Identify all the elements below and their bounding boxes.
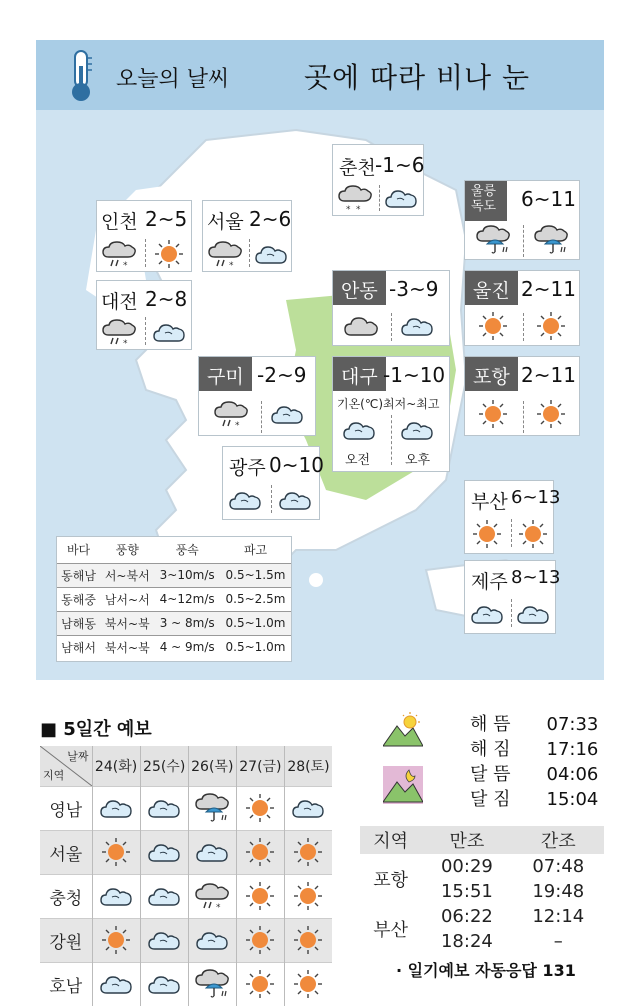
city-name: 부산: [471, 491, 508, 513]
cloud-icon: [290, 793, 326, 823]
wind-direction: 남서~서: [104, 592, 150, 607]
wind-speed: 3 ~ 8m/s: [159, 616, 215, 630]
sea-header: 파고: [243, 543, 268, 558]
sun-icon: [469, 519, 505, 549]
wave-height: 0.5~1.0m: [225, 640, 286, 655]
city-temp: 2~11: [521, 277, 576, 301]
sun-icon: [242, 925, 278, 955]
forecast-cell: [284, 830, 332, 874]
low-tide: 07:48: [532, 856, 585, 877]
sun-icon: [290, 837, 326, 867]
forecast-cell: [236, 786, 284, 830]
cloud-icon: [269, 399, 305, 429]
city-temp: 8~13: [511, 567, 561, 588]
city-temp: 2~6: [249, 207, 292, 231]
pm-label: 오후: [405, 453, 431, 468]
sun-icon: [242, 793, 278, 823]
city-card-seoul: [202, 200, 292, 272]
table-row: [360, 904, 604, 929]
forecast-title-text: 5일간 예보: [63, 719, 152, 740]
forecast-cell: [284, 874, 332, 918]
city-name: 울릉: [471, 184, 497, 199]
city-name: 안동: [341, 280, 378, 302]
moonset-time: 15:04: [546, 789, 599, 810]
wind-direction: 북서~북: [104, 640, 150, 655]
cloud-icon: [277, 485, 313, 515]
forecast-cell: [188, 786, 236, 830]
wind-speed: 4 ~ 9m/s: [159, 640, 215, 655]
table-row: [40, 874, 332, 918]
city-name-highlight: [199, 357, 252, 391]
forecast-cell: [188, 962, 236, 1006]
cloud-icon: [151, 317, 187, 347]
city-temp: -1~6: [375, 153, 425, 177]
forecast-region: 강원: [40, 918, 92, 962]
rain-umbrella-icon: [475, 225, 511, 255]
cloud-icon: [98, 793, 134, 823]
day-header: 28(토): [287, 758, 330, 775]
city-name: 인천: [101, 211, 138, 233]
sun-icon: [98, 925, 134, 955]
sun-icon: [533, 311, 569, 341]
sunrise-icon: [383, 712, 423, 748]
cloud-icon: [194, 925, 230, 955]
forecast-cell: [92, 874, 140, 918]
forecast-cell: [140, 830, 188, 874]
cloud-icon: [399, 415, 435, 445]
cloud-icon: [227, 485, 263, 515]
tide-header: 간조: [540, 831, 576, 852]
city-card-ulleung: [464, 180, 580, 260]
cloud-icon: [253, 239, 289, 269]
sea-conditions-table: [56, 536, 292, 662]
city-card-chuncheon: [332, 144, 424, 216]
cloud-icon: [98, 881, 134, 911]
rain-umbrella-icon: [533, 225, 569, 255]
wind-speed: 3~10m/s: [159, 568, 215, 582]
temp-legend: 기온(℃)최저~최고: [337, 397, 440, 411]
forecast-cell: [188, 874, 236, 918]
sea-area: 동해중: [61, 592, 96, 607]
forecast-cell: [188, 830, 236, 874]
city-name: 제주: [471, 571, 508, 593]
cloud-icon: [146, 793, 182, 823]
forecast-cell: [140, 962, 188, 1006]
region-corner-label: 지역: [43, 768, 65, 782]
sleet-cloud-icon: [207, 239, 243, 269]
thermometer-icon: [64, 48, 98, 104]
forecast-cell: [236, 962, 284, 1006]
forecast-cell: [236, 918, 284, 962]
moonrise-row: [470, 760, 598, 786]
sunset-row: [470, 735, 598, 761]
sea-header: 풍향: [115, 543, 139, 558]
grey-cloud-icon: [343, 311, 379, 341]
city-name-highlight: [465, 181, 507, 221]
moonrise-icon: [383, 766, 423, 804]
day-header: 24(화): [92, 746, 140, 786]
wind-direction: 서~북서: [104, 568, 150, 583]
snow-cloud-icon: [337, 183, 373, 213]
cloud-icon: [399, 311, 435, 341]
city-name-highlight: [333, 357, 386, 391]
page-title: 오늘의 날씨: [116, 67, 230, 92]
moonset-row: [470, 785, 598, 811]
city-name-highlight: [465, 271, 518, 305]
map-header: [36, 40, 604, 110]
sun-icon: [533, 399, 569, 429]
wave-height: 0.5~1.5m: [225, 568, 286, 582]
cloud-icon: [194, 837, 230, 867]
high-tide: 00:29: [440, 856, 493, 877]
forecast-cell: [284, 962, 332, 1006]
city-name: 광주: [229, 457, 266, 479]
table-row: [57, 611, 291, 635]
tide-header: 지역: [373, 831, 409, 852]
sunrise-label: 해 뜸: [470, 714, 511, 735]
city-name: 서울: [207, 211, 244, 233]
forecast-cell: [284, 786, 332, 830]
sun-icon: [290, 881, 326, 911]
tide-header: 만조: [449, 831, 485, 852]
forecast-title: ■ 5일간 예보: [40, 719, 152, 740]
corner-header: [40, 746, 92, 786]
cloud-icon: [146, 881, 182, 911]
table-row: [57, 563, 291, 587]
city-temp: 0~10: [269, 453, 324, 477]
city-card-daejeon: [96, 280, 192, 350]
day-header: 25(수): [140, 746, 188, 786]
moonrise-time: 04:06: [546, 764, 599, 785]
cloud-icon: [515, 599, 551, 629]
city-name: 독도: [471, 199, 497, 214]
sun-icon: [475, 311, 511, 341]
wave-height: 0.5~1.0m: [225, 616, 286, 630]
city-card-incheon: [96, 200, 192, 272]
sun-icon: [151, 239, 187, 269]
wind-speed: 4~12m/s: [159, 592, 215, 606]
day-header: 26(목): [188, 746, 236, 786]
day-header: 27(금): [236, 746, 284, 786]
high-tide: 06:22: [440, 906, 493, 927]
city-card-uljin: [464, 270, 580, 346]
city-name: 대전: [101, 291, 138, 313]
city-card-gumi: [198, 356, 316, 436]
sea-area: 남해서: [61, 640, 96, 655]
sea-area: 동해남: [61, 568, 96, 583]
cloud-icon: [146, 969, 182, 999]
low-tide: 12:14: [532, 906, 585, 927]
cloud-icon: [98, 969, 134, 999]
city-card-andong: [332, 270, 450, 346]
city-temp: 6~13: [511, 487, 561, 508]
sleet-cloud-icon: [101, 239, 137, 269]
forecast-cell: [92, 830, 140, 874]
sunset-time: 17:16: [546, 739, 599, 760]
table-row: [40, 830, 332, 874]
city-temp: 2~8: [145, 287, 188, 311]
city-name: 포항: [473, 366, 510, 388]
sea-area: 남해동: [61, 616, 96, 631]
forecast-region: 영남: [40, 786, 92, 830]
city-name: 구미: [207, 366, 244, 388]
sun-icon: [515, 519, 551, 549]
sun-icon: [98, 837, 134, 867]
low-tide: –: [553, 931, 563, 952]
forecast-cell: [236, 830, 284, 874]
date-corner-label: 날짜: [67, 750, 89, 763]
sea-header: 바다: [66, 543, 91, 558]
table-row: [40, 918, 332, 962]
forecast-hotline-note: · 일기예보 자동응답 131: [396, 961, 576, 980]
table-row: [360, 854, 604, 879]
tide-table: [360, 826, 604, 954]
city-name-highlight: [333, 271, 386, 305]
city-card-busan: [464, 480, 561, 554]
sea-header: 풍속: [175, 543, 199, 558]
high-tide: 18:24: [440, 931, 493, 952]
rain-icon: [194, 969, 230, 999]
sunrise-row: [470, 710, 598, 736]
cloud-icon: [341, 415, 377, 445]
sun-icon: [242, 969, 278, 999]
table-row: [57, 587, 291, 611]
sun-icon: [242, 881, 278, 911]
forecast-cell: [92, 918, 140, 962]
forecast-cell: [92, 962, 140, 1006]
cloud-icon: [146, 925, 182, 955]
city-card-jeju: [464, 560, 561, 634]
weather-map-panel: [36, 40, 604, 680]
moonrise-label: 달 뜸: [470, 764, 511, 785]
sunset-label: 해 짐: [470, 739, 511, 760]
sun-icon: [290, 925, 326, 955]
sun-icon: [242, 837, 278, 867]
city-temp: 6~11: [521, 187, 576, 211]
table-row: [57, 635, 291, 659]
rain-icon: [194, 793, 230, 823]
city-temp: -1~10: [383, 363, 446, 387]
tide-region: 부산: [373, 920, 409, 941]
forecast-cell: [188, 918, 236, 962]
high-tide: 15:51: [440, 881, 493, 902]
weather-headline: 곳에 따라 비나 눈: [304, 61, 531, 94]
forecast-region: 서울: [40, 830, 92, 874]
wind-direction: 북서~북: [104, 616, 150, 631]
table-row: [40, 962, 332, 1006]
city-temp: 2~5: [145, 207, 188, 231]
forecast-cell: [284, 918, 332, 962]
sleet-cloud-icon: [101, 317, 137, 347]
am-label: 오전: [345, 453, 371, 468]
city-card-daegu: [332, 356, 450, 472]
tide-region: 포항: [373, 870, 409, 891]
wave-height: 0.5~2.5m: [225, 592, 286, 606]
city-name-highlight: [465, 357, 518, 391]
low-tide: 19:48: [532, 881, 585, 902]
table-row: [40, 786, 332, 830]
city-temp: 2~11: [521, 363, 576, 387]
forecast-body: [40, 786, 332, 1006]
forecast-region: 충청: [40, 874, 92, 918]
five-day-forecast-table: [40, 746, 332, 1006]
city-name: 울진: [473, 280, 510, 302]
city-card-gwangju: [222, 446, 324, 520]
forecast-cell: [140, 918, 188, 962]
forecast-region: 호남: [40, 962, 92, 1006]
forecast-cell: [236, 874, 284, 918]
sleet-icon: [194, 881, 230, 911]
sleet-cloud-icon: [213, 399, 249, 429]
forecast-cell: [140, 786, 188, 830]
cloud-icon: [146, 837, 182, 867]
sunrise-time: 07:33: [546, 714, 599, 735]
forecast-cell: [92, 786, 140, 830]
city-temp: -2~9: [257, 363, 307, 387]
city-name: 대구: [341, 366, 378, 388]
cloud-icon: [383, 183, 419, 213]
sun-icon: [290, 969, 326, 999]
cloud-icon: [469, 599, 505, 629]
moonset-label: 달 짐: [470, 789, 511, 810]
forecast-cell: [140, 874, 188, 918]
city-temp: -3~9: [389, 277, 439, 301]
sun-icon: [475, 399, 511, 429]
city-name: 춘천: [339, 157, 376, 179]
city-card-pohang: [464, 356, 580, 436]
